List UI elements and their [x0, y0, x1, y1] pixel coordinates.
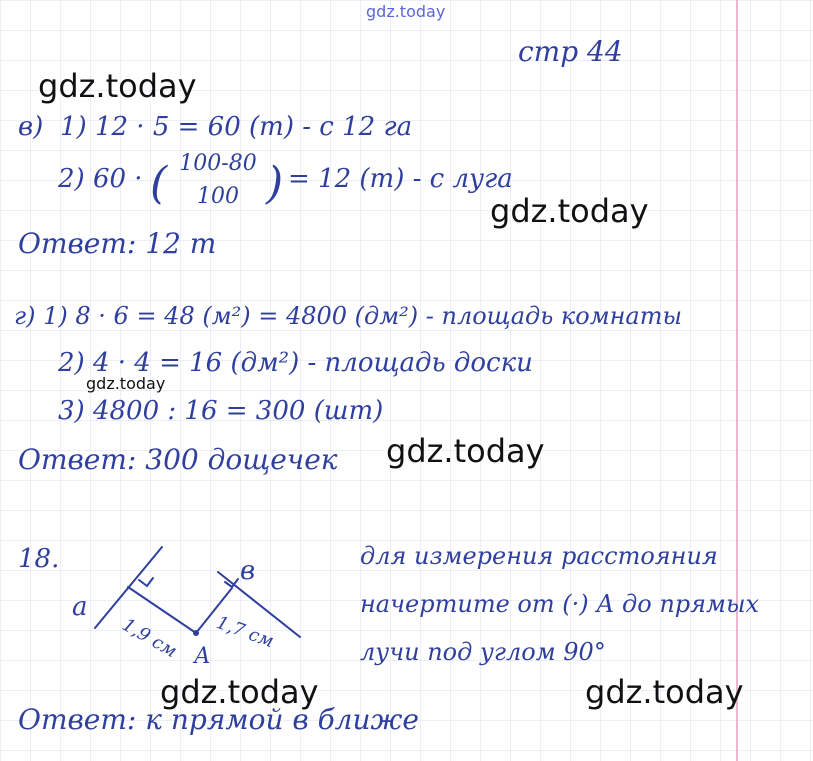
- part-g-answer: Ответ: 300 дощечек: [18, 443, 338, 476]
- watermark-1: gdz.today: [38, 67, 197, 105]
- task18-note1: для измерения расстояния: [360, 542, 718, 570]
- watermark-3: gdz.today: [386, 432, 545, 470]
- watermark-top: gdz.today: [366, 2, 446, 21]
- part-v-line2-prefix: 2) 60 ·: [58, 164, 143, 194]
- part-v-answer: Ответ: 12 т: [18, 227, 217, 260]
- task18-note3: лучи под углом 90°: [360, 638, 606, 666]
- part-v-label: в): [18, 112, 44, 142]
- point-A: [193, 630, 199, 636]
- fraction-numerator: 100-80: [179, 151, 257, 176]
- watermark-small: gdz.today: [86, 374, 166, 393]
- right-angle-mark-a: [139, 578, 153, 586]
- part-g-line2: 2) 4 · 4 = 16 (дм²) - площадь доски: [58, 348, 533, 378]
- watermark-4: gdz.today: [160, 673, 319, 711]
- distance-a-label: 1,9 см: [118, 614, 181, 663]
- distance-b-label: 1,7 см: [213, 612, 277, 653]
- task18-note2: начертите от (·) А до прямых: [360, 590, 760, 618]
- label-A: А: [194, 644, 211, 669]
- task18-number: 18.: [18, 544, 60, 574]
- part-g-line3: 3) 4800 : 16 = 300 (шт): [58, 396, 384, 426]
- task18-answer: Ответ: к прямой в ближе: [18, 703, 419, 736]
- paren-close: ): [266, 158, 284, 209]
- page-label: стр 44: [518, 35, 623, 68]
- part-g-line1: г) 1) 8 · 6 = 48 (м²) = 4800 (дм²) - площадь комнаты: [14, 302, 683, 330]
- paren-open: (: [150, 158, 168, 209]
- part-v-line2-suffix: = 12 (т) - с луга: [288, 164, 513, 194]
- part-v-line1: 1) 12 · 5 = 60 (т) - с 12 га: [60, 112, 413, 142]
- watermark-5: gdz.today: [585, 673, 744, 711]
- fraction-denominator: 100: [197, 184, 239, 209]
- label-a: а: [72, 592, 88, 622]
- label-b: в: [240, 556, 256, 586]
- watermark-2: gdz.today: [490, 192, 649, 230]
